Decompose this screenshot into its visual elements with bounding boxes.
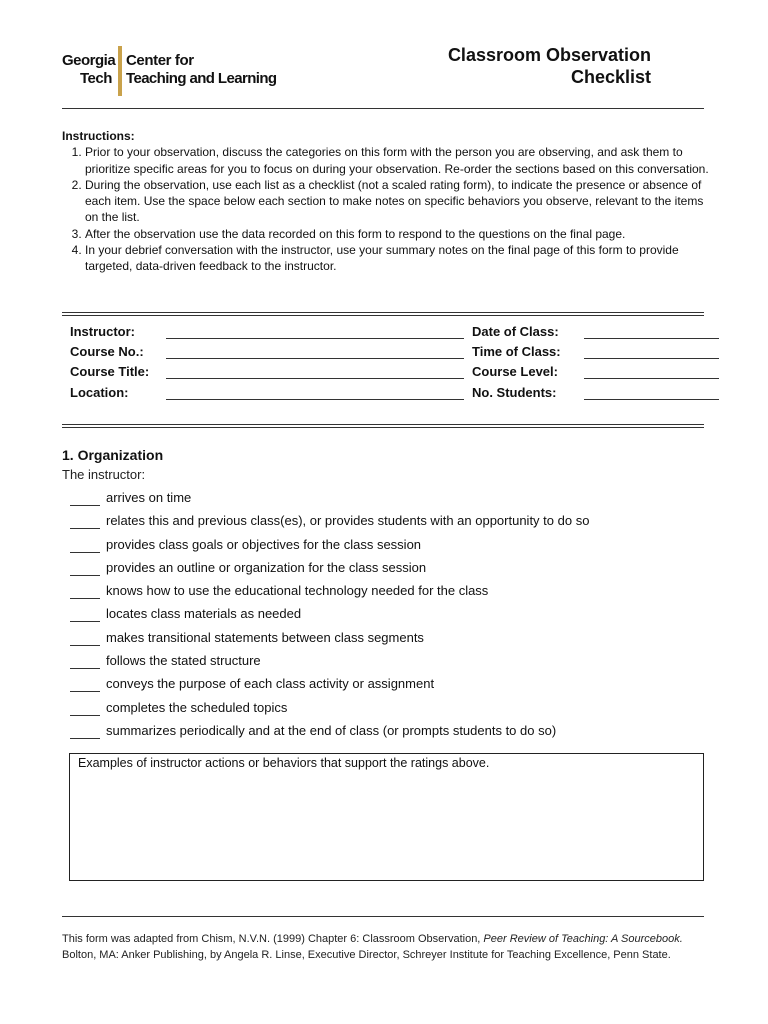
- section-organization-title: 1. Organization: [62, 447, 164, 463]
- instructions-block: [62, 128, 712, 275]
- info-bottom-divider: [62, 424, 704, 428]
- check-blank[interactable]: [70, 563, 100, 576]
- course-level-label: Course Level:: [472, 364, 558, 379]
- instructor-field[interactable]: [166, 324, 464, 339]
- checklist-item: [70, 700, 589, 723]
- checklist-item: [70, 723, 589, 746]
- date-of-class-label: Date of Class:: [472, 324, 559, 339]
- checklist-item-text: relates this and previous class(es), or provides students with an opportunity to do so: [106, 513, 590, 529]
- time-of-class-label: Time of Class:: [472, 344, 561, 359]
- logo-georgia-text: Georgia: [62, 52, 116, 69]
- section-intro: The instructor:: [62, 467, 146, 482]
- course-no-field[interactable]: [166, 344, 464, 359]
- footer-book-title: Peer Review of Teaching: A Sourcebook.: [483, 933, 683, 945]
- instructor-label: Instructor:: [70, 324, 135, 339]
- date-of-class-field[interactable]: [584, 324, 719, 339]
- footer-text-start: This form was adapted from Chism, N.V.N. (1999) Chapter 6: Classroom Observation,: [62, 933, 484, 945]
- organization-checklist: [70, 490, 589, 746]
- check-blank[interactable]: [70, 726, 100, 739]
- course-title-field[interactable]: [166, 364, 464, 379]
- checklist-item: [70, 630, 589, 653]
- checklist-item-text: follows the stated structure: [106, 653, 261, 669]
- course-level-field[interactable]: [584, 364, 719, 379]
- checklist-item: [70, 490, 589, 513]
- logo-tech-text: Tech: [80, 70, 112, 87]
- checklist-item-text: arrives on time: [106, 490, 192, 505]
- instruction-item: 2. During the observation, use each list as a checklist (not a scaled rating form), to indicate the presence or absence of each item. Use the space below each section to make notes on specific behaviors you observe, relevant to the items on the list.: [85, 177, 712, 226]
- check-blank[interactable]: [70, 586, 100, 599]
- checklist-item-text: provides an outline or organization for the class session: [106, 559, 427, 575]
- time-of-class-field[interactable]: [584, 344, 719, 359]
- document-title: [448, 44, 651, 88]
- notes-label: Examples of instructor actions or behaviors that support the ratings above.: [78, 756, 490, 770]
- no-students-label: No. Students:: [472, 385, 557, 400]
- info-top-divider: [62, 312, 704, 316]
- check-blank[interactable]: [70, 540, 100, 553]
- check-blank[interactable]: [70, 656, 100, 669]
- instructions-heading: Instructions:: [62, 129, 135, 143]
- no-students-field[interactable]: [584, 385, 719, 400]
- document-title-line1: Classroom Observation: [447, 45, 651, 65]
- location-field[interactable]: [166, 385, 464, 400]
- check-blank[interactable]: [70, 609, 100, 622]
- checklist-item: [70, 537, 589, 560]
- course-title-label: Course Title:: [70, 364, 150, 379]
- document-title-line2: Checklist: [570, 67, 651, 87]
- notes-textbox[interactable]: [69, 753, 704, 881]
- instruction-item: 1. Prior to your observation, discuss the categories on this form with the person you are observing, and ask them to prioritize specific areas for you to focus on during your observation. Re-order the sections based on this conversation.: [85, 144, 712, 177]
- header-divider: [62, 108, 704, 109]
- check-blank[interactable]: [70, 493, 100, 506]
- course-no-label: Course No.:: [70, 344, 144, 359]
- checklist-item-text: makes transitional statements between class segments: [106, 629, 424, 645]
- footer-citation: [62, 931, 707, 963]
- checklist-item-text: knows how to use the educational technology needed for the class: [106, 583, 489, 599]
- footer-text-end: Bolton, MA: Anker Publishing, by Angela R. Linse, Executive Director, Schreyer Institute for Teaching Excellence, Penn State.: [62, 949, 671, 961]
- checklist-item: [70, 676, 589, 699]
- logo-gold-bar: [118, 46, 122, 96]
- footer-divider: [62, 916, 704, 917]
- checklist-item: [70, 513, 589, 536]
- checklist-item-text: conveys the purpose of each class activity or assignment: [106, 676, 435, 692]
- check-blank[interactable]: [70, 516, 100, 529]
- checklist-item-text: provides class goals or objectives for the class session: [106, 536, 422, 552]
- checklist-item-text: completes the scheduled topics: [106, 699, 288, 715]
- checklist-item-text: summarizes periodically and at the end of class (or prompts students to do so): [106, 722, 557, 738]
- logo-teaching-learning-text: Teaching and Learning: [126, 70, 277, 87]
- checklist-item: [70, 653, 589, 676]
- checklist-item: [70, 583, 589, 606]
- checklist-item: [70, 606, 589, 629]
- instruction-item: 3. After the observation use the data recorded on this form to respond to the questions on the final page.: [85, 226, 712, 242]
- check-blank[interactable]: [70, 703, 100, 716]
- instructions-list: [62, 144, 712, 274]
- logo-center-for-text: Center for: [126, 52, 194, 69]
- checklist-item: [70, 560, 589, 583]
- checklist-item-text: locates class materials as needed: [106, 606, 302, 622]
- location-label: Location:: [70, 385, 129, 400]
- instruction-item: 4. In your debrief conversation with the instructor, use your summary notes on the final page of this form to provide targeted, data-driven feedback to the instructor.: [85, 242, 712, 275]
- check-blank[interactable]: [70, 679, 100, 692]
- check-blank[interactable]: [70, 633, 100, 646]
